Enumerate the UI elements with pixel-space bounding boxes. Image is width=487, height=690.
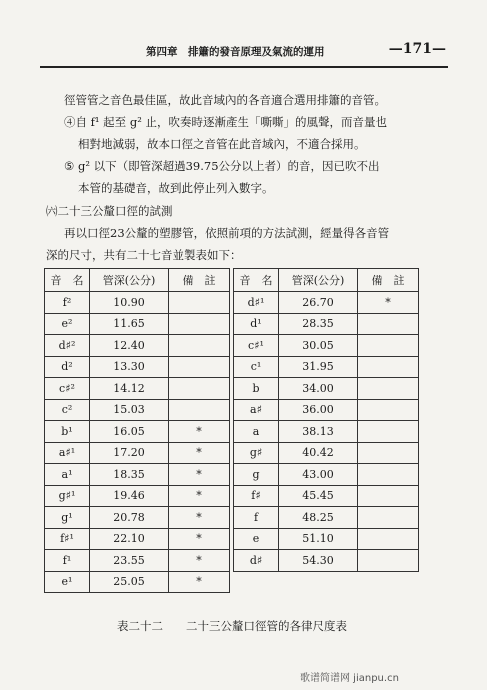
note-name-cell: c♯² [45,378,90,400]
remark-cell [169,335,230,357]
pipe-depth-cell: 25.05 [90,571,169,593]
pipe-depth-cell: 23.55 [90,550,169,572]
header-rule [40,66,448,68]
paragraph-line-7: 深的尺寸，共有二十七音並製表如下： [46,248,242,262]
table-row [45,399,230,421]
remark-cell: * [169,421,230,443]
pipe-depth-cell: 28.35 [279,313,358,335]
note-name-cell: g [234,464,279,486]
table-row [45,292,230,314]
pipe-depth-cell: 11.65 [90,313,169,335]
table-row [45,507,230,529]
pipe-depth-cell: 15.03 [90,399,169,421]
pipe-depth-cell: 36.00 [279,399,358,421]
note-name-cell: c♯¹ [234,335,279,357]
pipe-depth-cell: 10.90 [90,292,169,314]
table-row [234,399,419,421]
note-name-cell: e² [45,313,90,335]
table-row [45,421,230,443]
chapter-title: 第四章 排簫的發音原理及氣流的運用 [146,46,325,58]
note-name-cell: f♯ [234,485,279,507]
pipe-depth-cell: 19.46 [90,485,169,507]
table-row [45,335,230,357]
remark-cell [169,292,230,314]
pipe-depth-cell: 18.35 [90,464,169,486]
note-name-cell: f [234,507,279,529]
watermark: 歌谱简谱网 jianpu.cn [300,673,399,684]
table-row [45,356,230,378]
remark-cell: * [169,550,230,572]
page-number: —171— [388,41,446,57]
note-name-cell: b [234,378,279,400]
table-caption: 表二十二 二十三公釐口徑管的各律尺度表 [117,619,347,633]
table-row [45,442,230,464]
remark-cell [358,550,419,572]
pipe-depth-cell: 12.40 [90,335,169,357]
remark-cell: * [169,485,230,507]
note-name-cell: a [234,421,279,443]
table-row [45,378,230,400]
remark-cell [169,356,230,378]
remark-cell: * [169,442,230,464]
pipe-depth-cell: 51.10 [279,528,358,550]
note-name-cell: c¹ [234,356,279,378]
paragraph-line-1: 徑管管之音色最佳區，故此音域內的各音適合選用排簫的音管。 [64,93,386,107]
remark-cell [358,464,419,486]
note-name-cell: g¹ [45,507,90,529]
pipe-depth-cell: 16.05 [90,421,169,443]
table-row [234,356,419,378]
remark-cell: * [169,464,230,486]
section-heading: ㈥二十三公釐口徑的試測 [46,204,173,218]
remark-cell: * [358,292,419,314]
pipe-depth-cell: 45.45 [279,485,358,507]
pipe-depth-table-right [233,268,419,572]
pipe-depth-cell: 20.78 [90,507,169,529]
paragraph-line-4: ⑤ g² 以下（即管深超過39.75公分以上者）的音，因已吹不出 [64,159,380,173]
header-remarks: 備 註 [169,269,230,292]
table-row [234,421,419,443]
note-name-cell: c² [45,399,90,421]
note-name-cell: a♯ [234,399,279,421]
table-row [234,335,419,357]
pipe-depth-cell: 40.42 [279,442,358,464]
header-remarks: 備 註 [358,269,419,292]
remark-cell [169,399,230,421]
remark-cell [358,442,419,464]
table-row [234,550,419,572]
remark-cell [358,421,419,443]
table-row [234,528,419,550]
running-header [146,41,446,59]
pipe-depth-cell: 17.20 [90,442,169,464]
note-name-cell: e [234,528,279,550]
note-name-cell: d♯ [234,550,279,572]
pipe-depth-cell: 54.30 [279,550,358,572]
pipe-depth-cell: 43.00 [279,464,358,486]
remark-cell [358,528,419,550]
table-row [234,507,419,529]
remark-cell [358,399,419,421]
table-row [234,292,419,314]
remark-cell [358,378,419,400]
table-row [234,485,419,507]
note-name-cell: d♯¹ [234,292,279,314]
note-name-cell: g♯ [234,442,279,464]
note-name-cell: f♯¹ [45,528,90,550]
table-row [234,442,419,464]
paragraph-line-3: 相對地減弱，故本口徑之音管在此音域內，不適合採用。 [78,137,366,151]
table-row [234,313,419,335]
note-name-cell: a¹ [45,464,90,486]
paragraph-line-6: 再以口徑23公釐的塑膠管，依照前項的方法試測，經量得各音管 [64,226,390,240]
table-header-row [234,269,419,292]
remark-cell: * [169,507,230,529]
pipe-depth-cell: 30.05 [279,335,358,357]
pipe-depth-cell: 31.95 [279,356,358,378]
remark-cell [358,313,419,335]
table-row [234,378,419,400]
note-name-cell: f¹ [45,550,90,572]
table-row [45,313,230,335]
remark-cell [358,507,419,529]
paragraph-line-2: ④自 f¹ 起至 g² 止，吹奏時逐漸產生「嘶嘶」的風聲，而音量也 [64,115,387,129]
table-row [45,485,230,507]
table-header-row [45,269,230,292]
pipe-depth-cell: 48.25 [279,507,358,529]
table-row [45,550,230,572]
header-note-name: 音 名 [234,269,279,292]
table-row [45,571,230,593]
remark-cell [358,335,419,357]
remark-cell [169,313,230,335]
header-note-name: 音 名 [45,269,90,292]
remark-cell: * [169,571,230,593]
remark-cell [358,485,419,507]
paragraph-line-5: 本管的基礎音，故到此停止列入數字。 [78,181,274,195]
remark-cell [169,378,230,400]
pipe-depth-cell: 38.13 [279,421,358,443]
pipe-depth-cell: 13.30 [90,356,169,378]
note-name-cell: b¹ [45,421,90,443]
table-row [45,464,230,486]
header-pipe-depth: 管深(公分) [279,269,358,292]
note-name-cell: f² [45,292,90,314]
note-name-cell: g♯¹ [45,485,90,507]
pipe-depth-table-left [44,268,230,593]
pipe-depth-cell: 34.00 [279,378,358,400]
table-row [45,528,230,550]
table-row [234,464,419,486]
pipe-depth-cell: 22.10 [90,528,169,550]
note-name-cell: d² [45,356,90,378]
pipe-depth-cell: 14.12 [90,378,169,400]
remark-cell [358,356,419,378]
note-name-cell: d¹ [234,313,279,335]
pipe-depth-cell: 26.70 [279,292,358,314]
header-pipe-depth: 管深(公分) [90,269,169,292]
note-name-cell: a♯¹ [45,442,90,464]
note-name-cell: d♯² [45,335,90,357]
note-name-cell: e¹ [45,571,90,593]
remark-cell: * [169,528,230,550]
